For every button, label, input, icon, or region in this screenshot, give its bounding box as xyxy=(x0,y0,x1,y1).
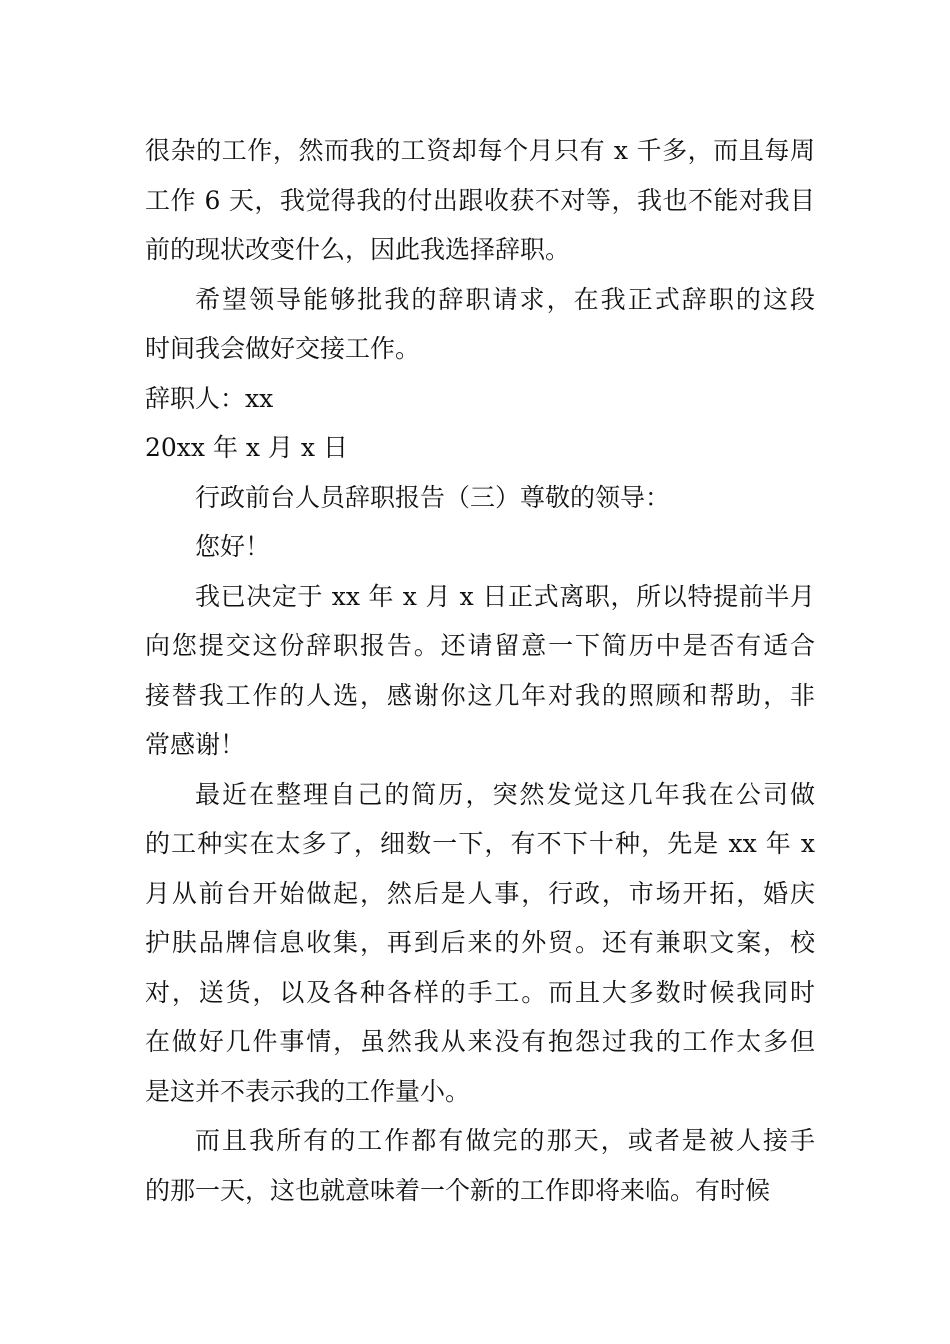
paragraph-p6 xyxy=(145,522,815,572)
text-line: 月从前台开始做起，然后是人事，行政，市场开拓，婚庆 xyxy=(145,878,815,908)
text-line: 常感谢！ xyxy=(145,730,246,759)
text-line: 最近在整理自己的简历，突然发觉这几年我在公司做 xyxy=(195,779,815,809)
text-line: 向您提交这份辞职报告。还请留意一下简历中是否有适合 xyxy=(145,631,815,660)
text-line: 辞职人：xx xyxy=(145,383,274,413)
paragraph-p9 xyxy=(145,1116,815,1215)
text-line: 的那一天，这也就意味着一个新的工作即将来临。有时候 xyxy=(145,1175,771,1205)
text-line: 20xx 年 x 月 x 日 xyxy=(145,433,348,462)
paragraph-p4 xyxy=(145,423,815,473)
paragraph-p8 xyxy=(145,770,815,1117)
text-line: 对，送货，以及各种各样的手工。而且大多数时候我同时 xyxy=(145,977,815,1007)
text-line: 希望领导能够批我的辞职请求，在我正式辞职的这段 xyxy=(195,284,815,314)
text-line: 行政前台人员辞职报告（三）尊敬的领导： xyxy=(195,482,671,512)
text-line: 护肤品牌信息收集，再到后来的外贸。还有兼职文案，校 xyxy=(145,928,815,957)
document-body xyxy=(145,126,815,1215)
text-line: 时间我会做好交接工作。 xyxy=(145,334,421,363)
paragraph-p1 xyxy=(145,126,815,275)
text-line: 的工种实在太多了，细数一下，有不下十种，先是 xx 年 x xyxy=(145,829,815,858)
paragraph-p7 xyxy=(145,572,815,770)
text-line: 而且我所有的工作都有做完的那天，或者是被人接手 xyxy=(195,1126,815,1155)
text-line: 是这并不表示我的工作量小。 xyxy=(145,1076,471,1106)
paragraph-p5 xyxy=(145,473,815,523)
text-line: 您好！ xyxy=(195,532,271,561)
paragraph-p2 xyxy=(145,275,815,374)
text-line: 接替我工作的人选，感谢你这几年对我的照顾和帮助，非 xyxy=(145,680,815,710)
text-line: 工作 6 天，我觉得我的付出跟收获不对等，我也不能对我目 xyxy=(145,185,815,215)
text-line: 在做好几件事情，虽然我从来没有抱怨过我的工作太多但 xyxy=(145,1027,815,1056)
text-line: 很杂的工作，然而我的工资却每个月只有 x 千多，而且每周 xyxy=(145,136,815,165)
text-line: 我已决定于 xx 年 x 月 x 日正式离职，所以特提前半月 xyxy=(195,581,815,611)
paragraph-p3 xyxy=(145,374,815,424)
text-line: 前的现状改变什么，因此我选择辞职。 xyxy=(145,235,571,264)
